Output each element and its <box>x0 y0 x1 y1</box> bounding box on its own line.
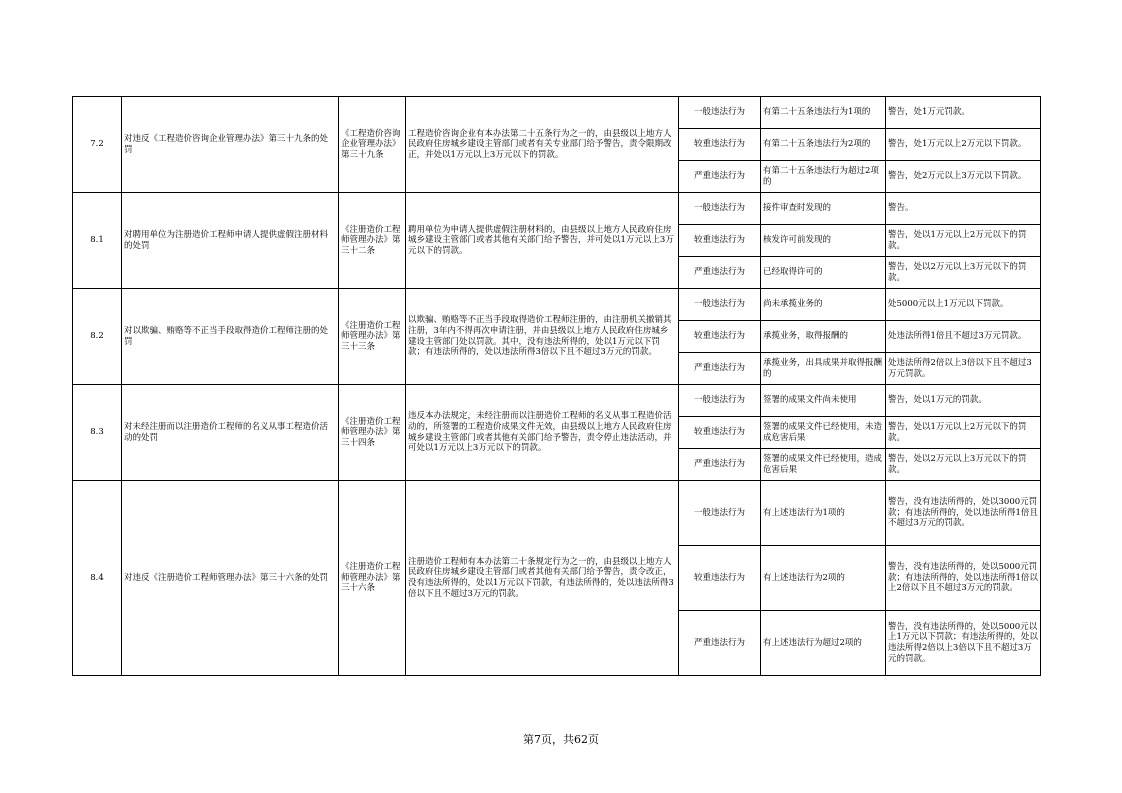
violation-condition: 核发许可前发现的 <box>761 225 886 257</box>
penalty-standard: 警告。 <box>886 193 1041 225</box>
violation-item: 对违反《工程造价咨询企业管理办法》第三十九条的处罚 <box>122 97 339 193</box>
table-row <box>73 385 1041 417</box>
violation-level: 一般违法行为 <box>679 97 761 129</box>
violation-condition: 承揽业务，取得报酬的 <box>761 321 886 353</box>
penalty-standard: 警告，处以2万元以上3万元以下的罚款。 <box>886 257 1041 289</box>
violation-item: 对违反《注册造价工程师管理办法》第三十六条的处罚 <box>122 481 339 676</box>
penalty-provision: 注册造价工程师有本办法第二十条规定行为之一的，由县级以上地方人民政府住房城乡建设主管部门或者其他有关部门给予警告，责令改正，没有违法所得的，处以1万元以下罚款，有违法所得的，处以违法所得3倍以下且不超过3万元的罚款。 <box>406 481 679 676</box>
table-row <box>73 289 1041 321</box>
violation-item: 对聘用单位为注册造价工程师申请人提供虚假注册材料的处罚 <box>122 193 339 289</box>
item-number: 8.2 <box>73 289 122 385</box>
penalty-standard: 处5000元以上1万元以下罚款。 <box>886 289 1041 321</box>
penalty-provision: 工程造价咨询企业有本办法第二十五条行为之一的，由县级以上地方人民政府住房城乡建设主管部门或者有关专业部门给予警告，责令限期改正，并处以1万元以上3万元以下的罚款。 <box>406 97 679 193</box>
violation-level: 较重违法行为 <box>679 225 761 257</box>
penalty-standard: 警告，处1万元以上2万元以下罚款。 <box>886 129 1041 161</box>
violation-level: 较重违法行为 <box>679 321 761 353</box>
violation-condition: 有第二十五条违法行为2项的 <box>761 129 886 161</box>
penalty-standard: 警告，处以1万元以上2万元以下的罚款。 <box>886 225 1041 257</box>
penalty-standard: 警告，处2万元以上3万元以下罚款。 <box>886 161 1041 193</box>
violation-level: 一般违法行为 <box>679 289 761 321</box>
penalty-provision: 聘用单位为申请人提供虚假注册材料的，由县级以上地方人民政府住房城乡建设主管部门或者其他有关部门给予警告，并可处以1万元以上3万元以下的罚款。 <box>406 193 679 289</box>
legal-basis: 《注册造价工程师管理办法》第三十二条 <box>339 193 406 289</box>
penalty-provision: 违反本办法规定，未经注册而以注册造价工程师的名义从事工程造价活动的，所签署的工程造价成果文件无效，由县级以上地方人民政府住房城乡建设主管部门或者其他有关部门给予警告，责令停止违法活动，并可处以1万元以上3万元以下的罚款。 <box>406 385 679 481</box>
penalty-standard: 处违法所得1倍且不超过3万元罚款。 <box>886 321 1041 353</box>
penalty-standard: 警告，处以1万元以上2万元以下的罚款。 <box>886 417 1041 449</box>
penalty-standard: 警告，处以2万元以上3万元以下的罚款。 <box>886 449 1041 481</box>
violation-condition: 有上述违法行为超过2项的 <box>761 611 886 676</box>
violation-condition: 签署的成果文件尚未使用 <box>761 385 886 417</box>
violation-level: 较重违法行为 <box>679 546 761 611</box>
legal-basis: 《注册造价工程师管理办法》第三十三条 <box>339 289 406 385</box>
legal-basis: 《工程造价咨询企业管理办法》第三十九条 <box>339 97 406 193</box>
violation-condition: 尚未承揽业务的 <box>761 289 886 321</box>
violation-level: 严重违法行为 <box>679 353 761 385</box>
violation-item: 对以欺骗、贿赂等不正当手段取得造价工程师注册的处罚 <box>122 289 339 385</box>
penalty-provision: 以欺骗、贿赂等不正当手段取得造价工程师注册的，由注册机关撤销其注册，3年内不得再次申请注册，并由县级以上地方人民政府住房城乡建设主管部门处以罚款。其中，没有违法所得的，处以1万元以下罚款；有违法所得的，处以违法所得3倍以下且不超过3万元的罚款。 <box>406 289 679 385</box>
table-row <box>73 481 1041 546</box>
item-number: 8.4 <box>73 481 122 676</box>
penalty-standard: 警告，处以1万元的罚款。 <box>886 385 1041 417</box>
penalty-standard: 警告，没有违法所得的，处以5000元以上1万元以下罚款；有违法所得的，处以违法所得2倍以上3倍以下且不超过3万元的罚款。 <box>886 611 1041 676</box>
legal-basis: 《注册造价工程师管理办法》第三十四条 <box>339 385 406 481</box>
violation-condition: 承揽业务，出具成果并取得报酬的 <box>761 353 886 385</box>
violation-level: 较重违法行为 <box>679 129 761 161</box>
violation-level: 严重违法行为 <box>679 257 761 289</box>
violation-level: 一般违法行为 <box>679 481 761 546</box>
violation-level: 严重违法行为 <box>679 611 761 676</box>
item-number: 8.3 <box>73 385 122 481</box>
penalty-standards-table <box>72 96 1041 676</box>
penalty-standard: 处违法所得2倍以上3倍以下且不超过3万元罚款。 <box>886 353 1041 385</box>
penalty-standard: 警告，处1万元罚款。 <box>886 97 1041 129</box>
table-row <box>73 193 1041 225</box>
violation-level: 严重违法行为 <box>679 161 761 193</box>
violation-level: 严重违法行为 <box>679 449 761 481</box>
item-number: 8.1 <box>73 193 122 289</box>
penalty-standard: 警告，没有违法所得的，处以3000元罚款；有违法所得的，处以违法所得1倍且不超过3万元的罚款。 <box>886 481 1041 546</box>
violation-condition: 签署的成果文件已经使用，造成危害后果 <box>761 449 886 481</box>
table-row <box>73 97 1041 129</box>
violation-condition: 有上述违法行为1项的 <box>761 481 886 546</box>
violation-condition: 接件审查时发现的 <box>761 193 886 225</box>
violation-condition: 已经取得许可的 <box>761 257 886 289</box>
legal-basis: 《注册造价工程师管理办法》第三十六条 <box>339 481 406 676</box>
violation-condition: 有第二十五条违法行为1项的 <box>761 97 886 129</box>
page-footer: 第7页，共62页 <box>523 733 599 746</box>
violation-level: 一般违法行为 <box>679 193 761 225</box>
violation-condition: 签署的成果文件已经使用，未造成危害后果 <box>761 417 886 449</box>
item-number: 7.2 <box>73 97 122 193</box>
violation-condition: 有上述违法行为2项的 <box>761 546 886 611</box>
penalty-standard: 警告，没有违法所得的，处以5000元罚款；有违法所得的，处以违法所得1倍以上2倍以下且不超过3万元的罚款。 <box>886 546 1041 611</box>
violation-item: 对未经注册而以注册造价工程师的名义从事工程造价活动的处罚 <box>122 385 339 481</box>
violation-level: 一般违法行为 <box>679 385 761 417</box>
violation-level: 较重违法行为 <box>679 417 761 449</box>
violation-condition: 有第二十五条违法行为超过2项的 <box>761 161 886 193</box>
